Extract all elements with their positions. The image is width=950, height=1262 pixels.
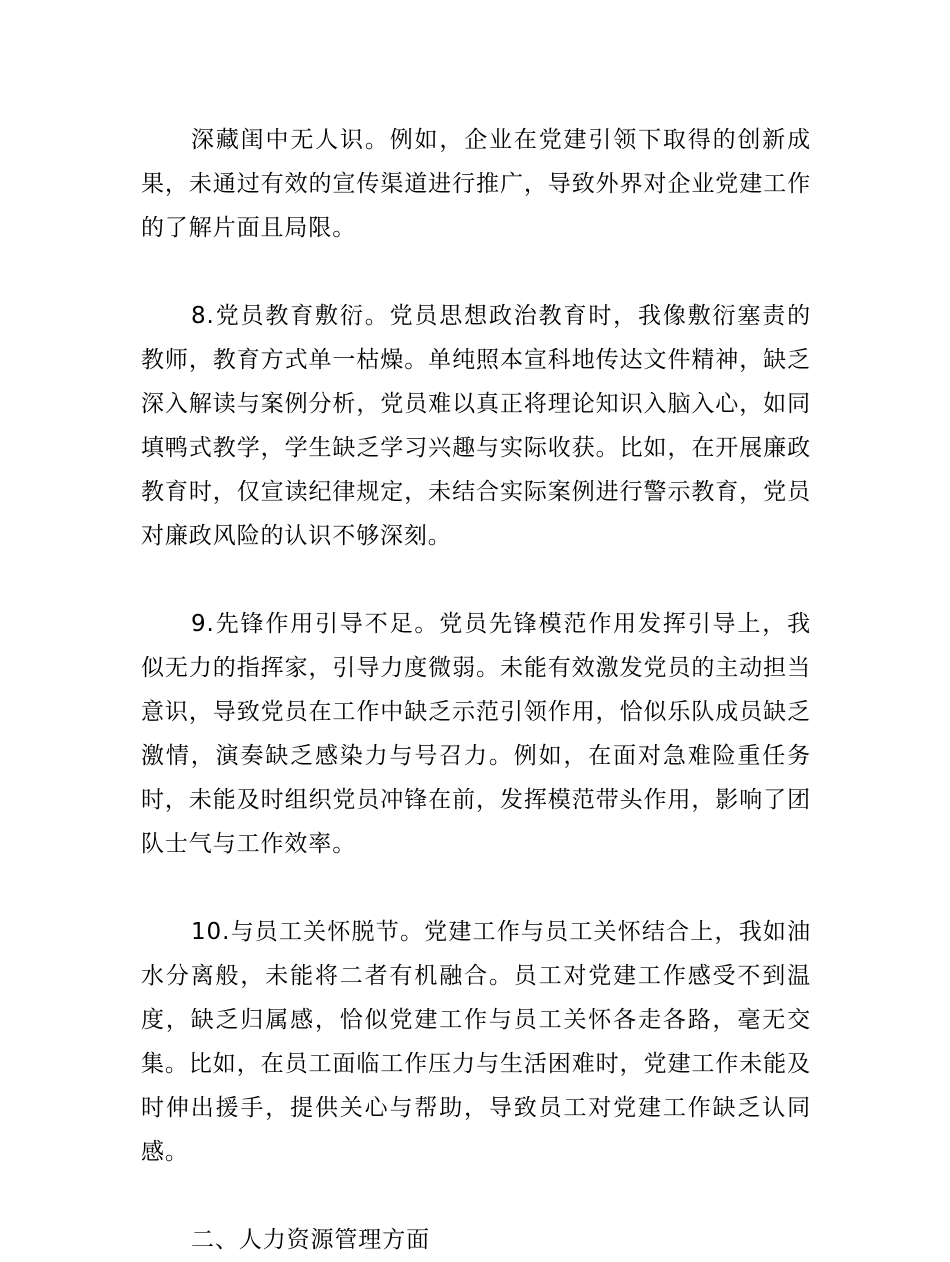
paragraph-item-10: 10.与员工关怀脱节。党建工作与员工关怀结合上，我如油水分离般，未能将二者有机融合。员工对党建工作感受不到温度，缺乏归属感，恰似党建工作与员工关怀各走各路，毫无交集。比如，在员工面临工作压力与生活困难时，党建工作未能及时伸出援手，提供关心与帮助，导致员工对党建工作缺乏认同感。: [141, 919, 811, 1165]
section-heading: 二、人力资源管理方面: [191, 1227, 430, 1253]
paragraph-item-8: 8.党员教育敷衍。党员思想政治教育时，我像敷衍塞责的教师，教育方式单一枯燥。单纯照本宣科地传达文件精神，缺乏深入解读与案例分析，党员难以真正将理论知识入脑入心，如同填鸭式教学，学生缺乏学习兴趣与实际收获。比如，在开展廉政教育时，仅宣读纪律规定，未结合实际案例进行警示教育，党员对廉政风险的认识不够深刻。: [141, 303, 811, 549]
document-page: [141, 118, 811, 1262]
paragraph-item-9: 9.先锋作用引导不足。党员先锋模范作用发挥引导上，我似无力的指挥家，引导力度微弱。未能有效激发党员的主动担当意识，导致党员在工作中缺乏示范引领作用，恰似乐队成员缺乏激情，演奏缺乏感染力与号召力。例如，在面对急难险重任务时，未能及时组织党员冲锋在前，发挥模范带头作用，影响了团队士气与工作效率。: [141, 611, 811, 857]
paragraph-continuation: 深藏闺中无人识。例如，企业在党建引领下取得的创新成果，未通过有效的宣传渠道进行推广，导致外界对企业党建工作的了解片面且局限。: [141, 127, 811, 241]
